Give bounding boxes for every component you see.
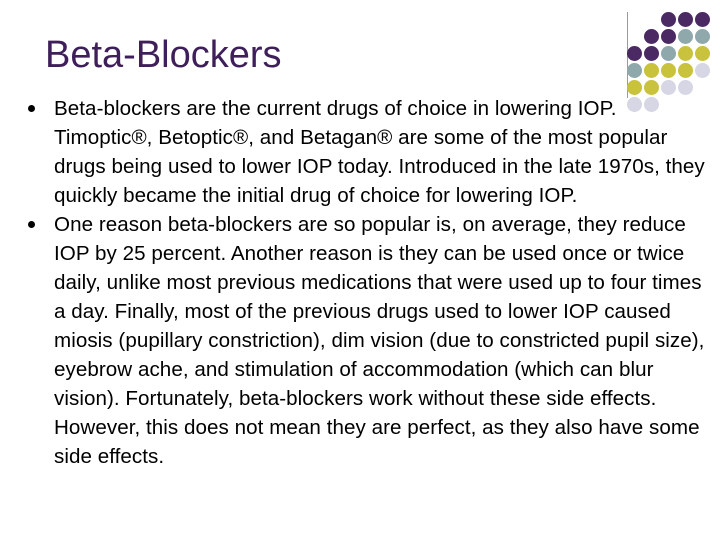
decorative-dot [695,12,710,27]
decorative-dot [644,63,659,78]
bullet-item [25,94,710,210]
decorative-dot [695,29,710,44]
decorative-dot [695,63,710,78]
decorative-dot [661,29,676,44]
decorative-dot [678,80,693,95]
decorative-dot [695,46,710,61]
bullet-text: One reason beta-blockers are so popular is, on average, they reduce IOP by 25 percent. Another reason is they can be used once or twice daily, unlike most previous medications that were used up to four times a day. Finally, most of the previous drugs used to lower IOP caused miosis (pupillary constriction), dim vision (due to constricted pupil size), eyebrow ache, and stimulation of accommodation (which can blur vision). Fortunately, beta-blockers work without these side effects. However, this does not mean they are perfect, as they also have some side effects. [54,213,705,468]
slide-title: Beta-Blockers [45,34,282,76]
decorative-dot [661,63,676,78]
bullet-item [25,210,710,471]
decorative-dot [644,46,659,61]
decorative-dot [678,12,693,27]
slide-body [25,94,710,471]
decorative-dot [627,46,642,61]
decorative-dot [661,80,676,95]
decorative-dot [678,29,693,44]
decorative-dot [661,46,676,61]
bullet-text: Beta-blockers are the current drugs of choice in lowering IOP. Timoptic®, Betoptic®, and Betagan® are some of the most popular drugs being used to lower IOP today. Introduced in the late 1970s, they quickly became the initial drug of choice for lowering IOP. [54,97,705,207]
decorative-dot [644,80,659,95]
decorative-dot [661,12,676,27]
bullet-icon [28,221,35,228]
decorative-dot [627,80,642,95]
decorative-dot [627,63,642,78]
decorative-dot [678,63,693,78]
decorative-dot [644,29,659,44]
decorative-dot [678,46,693,61]
bullet-icon [28,105,35,112]
